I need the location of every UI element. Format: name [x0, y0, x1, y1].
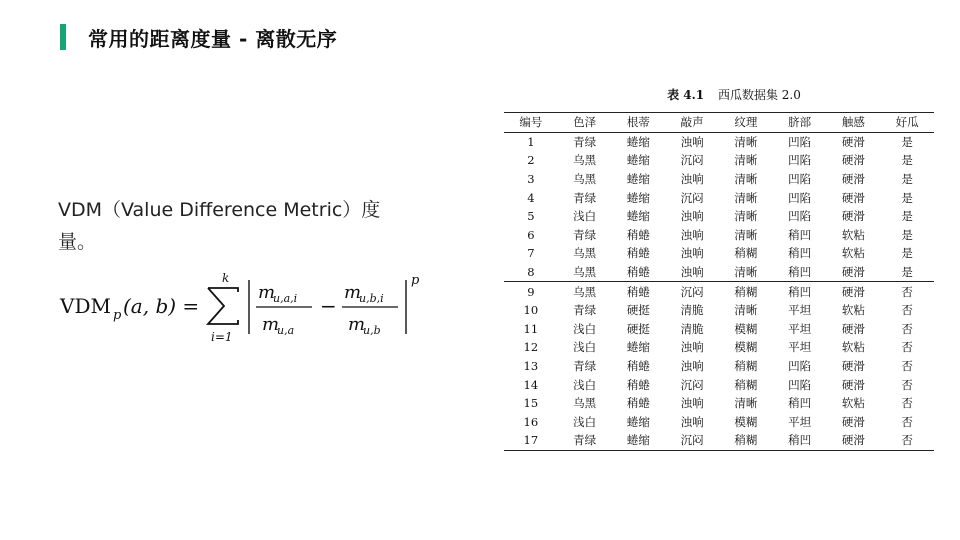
table-cell: 蜷缩: [626, 340, 650, 355]
table-cell: 软粘: [841, 246, 865, 261]
table-cell: 平坦: [788, 321, 812, 336]
table-row: [504, 320, 934, 339]
table-cell: 浅白: [573, 377, 597, 392]
table-row: [504, 357, 934, 376]
table-cell: 浅白: [573, 414, 597, 429]
table-cell: 是: [901, 172, 913, 187]
table-cell: 浊响: [680, 209, 704, 224]
formula-lhs-args: (a, b) =: [123, 294, 200, 318]
table-header-cell: 触感: [841, 115, 865, 130]
table-cell: 是: [901, 209, 913, 224]
table-cell: 硬滑: [841, 359, 865, 374]
table-cell: 清晰: [734, 134, 758, 149]
table-cell: 凹陷: [788, 172, 812, 187]
table-cell: 乌黑: [573, 265, 597, 280]
table-cell: 8: [527, 265, 535, 280]
table-cell: 青绿: [573, 433, 597, 448]
table-cell: 蜷缩: [626, 134, 650, 149]
den1: m: [262, 314, 280, 335]
vdm-description: VDM（Value Difference Metric）度量。: [58, 199, 381, 253]
table-cell: 清脆: [680, 303, 704, 318]
table-cell: 凹陷: [788, 190, 812, 205]
table-cell: 蜷缩: [626, 172, 650, 187]
table-cell: 稍糊: [719, 282, 773, 301]
table-cell: 凹陷: [788, 134, 812, 149]
table-cell: 15: [523, 396, 539, 411]
table-cell: 凹陷: [788, 377, 812, 392]
table-cell: 硬滑: [841, 265, 865, 280]
table-cell: 否: [901, 377, 913, 392]
table-cell: 平坦: [788, 414, 812, 429]
num1-sub: u,a,i: [273, 292, 298, 305]
den2: m: [348, 314, 366, 335]
table-cell: 稍凹: [788, 433, 812, 448]
table-cell: 稍蜷: [626, 377, 650, 392]
table-header-cell: 脐部: [788, 115, 812, 130]
table-cell: 模糊: [734, 321, 758, 336]
table-cell: 模糊: [734, 340, 758, 355]
watermelon-table-figure: [504, 86, 934, 451]
table-cell: 是: [901, 190, 913, 205]
table-cell: 青绿: [573, 190, 597, 205]
table-cell: 是: [901, 265, 913, 280]
table-cell: 浊响: [680, 134, 704, 149]
table-cell: 稍凹: [788, 265, 812, 280]
table-cell: 乌黑: [573, 172, 597, 187]
table-cell: 乌黑: [558, 282, 612, 301]
table-cell: 清晰: [734, 209, 758, 224]
table-row: [504, 188, 934, 207]
table-cell: 浊响: [680, 340, 704, 355]
table-cell: 硬挺: [626, 303, 650, 318]
table-cell: 是: [901, 227, 913, 242]
table-cell: 青绿: [573, 134, 597, 149]
table-cell: 稍蜷: [626, 396, 650, 411]
table-cell: 软粘: [841, 396, 865, 411]
table-cell: 软粘: [841, 303, 865, 318]
table-row: [504, 431, 934, 450]
table-cell: 清晰: [734, 153, 758, 168]
table-header-cell: 好瓜: [895, 115, 919, 130]
table-cell: 稍蜷: [626, 359, 650, 374]
table-cell: 乌黑: [573, 396, 597, 411]
table-cell: 浅白: [573, 209, 597, 224]
table-row: [504, 375, 934, 394]
table-cell: 9: [504, 282, 558, 301]
table-cell: 清晰: [734, 227, 758, 242]
table-cell: 稍糊: [734, 246, 758, 261]
accent-bar: [60, 24, 66, 50]
table-cell: 稍凹: [788, 396, 812, 411]
table-cell: 稍糊: [734, 433, 758, 448]
table-cell: 硬滑: [841, 153, 865, 168]
formula-svg: [58, 268, 438, 348]
minus-sign: −: [320, 294, 337, 318]
table-row: [504, 151, 934, 170]
watermelon-table: [504, 112, 934, 451]
table-cell: 硬挺: [626, 321, 650, 336]
table-cell: 浊响: [680, 359, 704, 374]
table-cell: 沉闷: [680, 190, 704, 205]
table-cell: 17: [523, 433, 539, 448]
table-caption-label: 表 4.1: [667, 88, 705, 102]
table-cell: 10: [523, 303, 539, 318]
table-cell: 浊响: [680, 172, 704, 187]
table-cell: 3: [527, 172, 535, 187]
table-cell: 硬滑: [841, 172, 865, 187]
table-cell: 6: [527, 227, 535, 242]
table-cell: 硬滑: [827, 282, 881, 301]
table-cell: 11: [523, 321, 539, 336]
table-cell: 清晰: [734, 190, 758, 205]
table-cell: 稍糊: [734, 359, 758, 374]
table-cell: 1: [527, 134, 535, 149]
table-cell: 否: [901, 340, 913, 355]
table-cell: 稍凹: [788, 246, 812, 261]
table-cell: 沉闷: [680, 433, 704, 448]
table-cell: 平坦: [788, 340, 812, 355]
table-cell: 是: [901, 153, 913, 168]
den1-sub: u,a: [277, 324, 295, 337]
table-cell: 浊响: [680, 414, 704, 429]
num2: m: [344, 282, 362, 303]
table-cell: 蜷缩: [626, 209, 650, 224]
table-cell: 沉闷: [680, 377, 704, 392]
table-cell: 稍蜷: [626, 227, 650, 242]
table-cell: 沉闷: [665, 282, 719, 301]
table-row: [504, 394, 934, 413]
table-cell: 4: [527, 190, 535, 205]
table-cell: 蜷缩: [626, 433, 650, 448]
formula-lhs-sub: p: [113, 308, 122, 323]
table-cell: 沉闷: [680, 153, 704, 168]
table-row: [504, 226, 934, 245]
table-header-row: [504, 113, 934, 133]
table-cell: 清晰: [734, 172, 758, 187]
table-cell: 14: [523, 377, 539, 392]
table-row: [504, 263, 934, 282]
table-cell: 16: [523, 414, 539, 429]
table-header-cell: 根蒂: [626, 115, 650, 130]
table-cell: 青绿: [573, 359, 597, 374]
table-cell: 平坦: [788, 303, 812, 318]
table-cell: 硬滑: [841, 134, 865, 149]
table-cell: 清晰: [734, 303, 758, 318]
table-cell: 蜷缩: [626, 153, 650, 168]
table-cell: 软粘: [841, 227, 865, 242]
table-cell: 硬滑: [841, 433, 865, 448]
table-caption-text: 西瓜数据集 2.0: [717, 88, 801, 102]
table-cell: 清晰: [734, 265, 758, 280]
table-cell: 否: [901, 433, 913, 448]
table-header-cell: 编号: [519, 115, 543, 130]
table-cell: 蜷缩: [626, 414, 650, 429]
table-cell: 浊响: [680, 265, 704, 280]
den2-sub: u,b: [363, 324, 381, 337]
table-cell: 硬滑: [841, 321, 865, 336]
formula-power: p: [411, 273, 420, 288]
table-cell: 青绿: [573, 227, 597, 242]
table-cell: 软粘: [841, 340, 865, 355]
table-cell: 2: [527, 153, 535, 168]
table-caption: [534, 86, 934, 103]
table-cell: 5: [527, 209, 535, 224]
table-cell: 13: [523, 359, 539, 374]
table-cell: 浅白: [573, 340, 597, 355]
table-row: [504, 132, 934, 151]
table-cell: 稍蜷: [626, 246, 650, 261]
table-row: [504, 244, 934, 263]
table-cell: 硬滑: [841, 414, 865, 429]
table-cell: 浊响: [680, 246, 704, 261]
table-cell: 否: [880, 282, 934, 301]
table-cell: 硬滑: [841, 377, 865, 392]
table-cell: 凹陷: [788, 153, 812, 168]
slide-title: 常用的距离度量 - 离散无序: [88, 26, 338, 51]
table-cell: 否: [901, 414, 913, 429]
table-row: [504, 207, 934, 226]
table-row: [504, 338, 934, 357]
vdm-formula: [58, 268, 438, 348]
table-cell: 否: [901, 303, 913, 318]
table-header-cell: 敲声: [680, 115, 704, 130]
sum-upper: k: [222, 271, 230, 285]
table-cell: 乌黑: [573, 246, 597, 261]
table-cell: 稍凹: [773, 282, 827, 301]
table-cell: 模糊: [734, 414, 758, 429]
table-header-cell: 纹理: [734, 115, 758, 130]
table-cell: 硬滑: [841, 190, 865, 205]
table-cell: 稍蜷: [626, 265, 650, 280]
table-row: [504, 170, 934, 189]
table-body: [504, 132, 934, 450]
table-cell: 凹陷: [788, 359, 812, 374]
table-cell: 稍糊: [734, 377, 758, 392]
table-cell: 是: [901, 134, 913, 149]
sum-lower: i=1: [211, 330, 233, 344]
num2-sub: u,b,i: [359, 292, 384, 305]
table-cell: 清脆: [680, 321, 704, 336]
table-cell: 稍蜷: [612, 282, 666, 301]
sum-symbol: [208, 288, 238, 324]
table-cell: 浊响: [680, 396, 704, 411]
table-cell: 否: [901, 359, 913, 374]
table-cell: 12: [523, 340, 539, 355]
table-cell: 是: [901, 246, 913, 261]
table-cell: 浊响: [680, 227, 704, 242]
table-header-cell: 色泽: [573, 115, 597, 130]
table-row: [504, 413, 934, 432]
table-cell: 乌黑: [573, 153, 597, 168]
table-row: [504, 301, 934, 320]
slide-header: [60, 24, 337, 50]
table-cell: 蜷缩: [626, 190, 650, 205]
table-cell: 稍凹: [788, 227, 812, 242]
table-cell: 青绿: [573, 303, 597, 318]
table-cell: 凹陷: [788, 209, 812, 224]
table-cell: 清晰: [734, 396, 758, 411]
formula-lhs: VDM: [60, 294, 111, 318]
table-row: [504, 282, 934, 301]
table-cell: 否: [901, 321, 913, 336]
num1: m: [258, 282, 276, 303]
table-cell: 7: [527, 246, 535, 261]
table-cell: 浅白: [573, 321, 597, 336]
table-cell: 硬滑: [841, 209, 865, 224]
table-cell: 否: [901, 396, 913, 411]
